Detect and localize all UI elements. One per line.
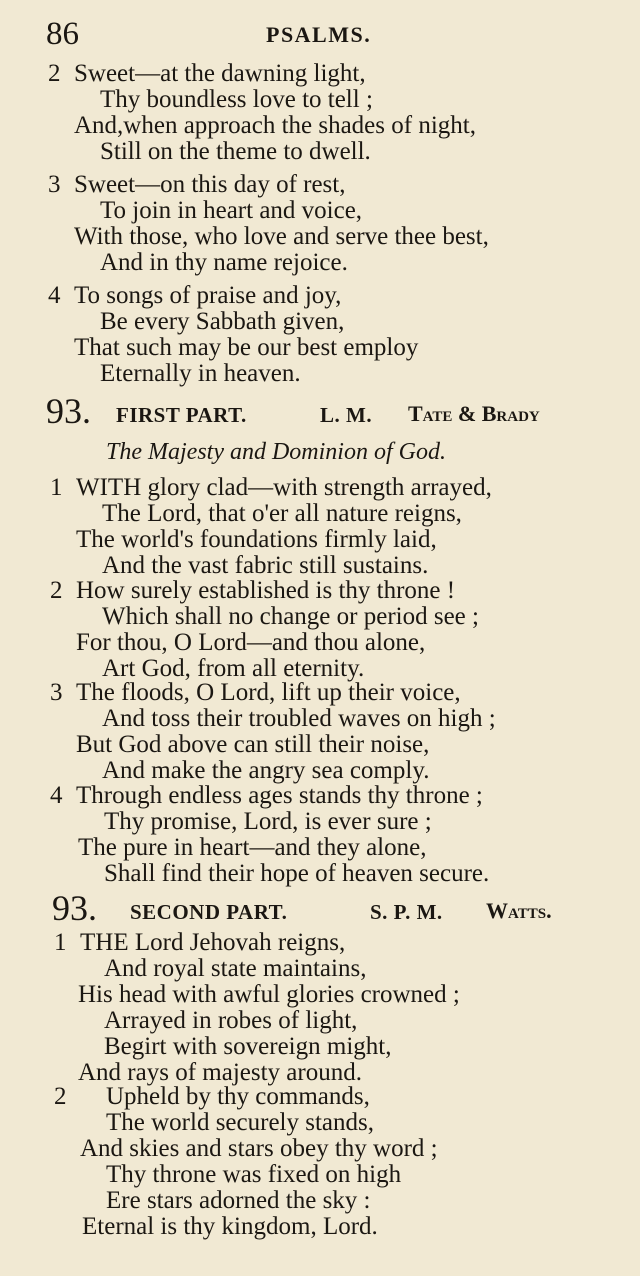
hymn-number: 93. [52, 888, 97, 928]
verse-line: Shall find their hope of heaven secure. [104, 860, 490, 887]
verse-number: 3 [50, 679, 63, 706]
verse-line: WITH glory clad—with strength arrayed, [76, 474, 492, 501]
verse-line: His head with awful glories crowned ; [78, 981, 460, 1008]
verse-line: Which shall no change or period see ; [102, 603, 479, 630]
verse-line: Ere stars adorned the sky : [106, 1187, 371, 1214]
verse-line: The world securely stands, [106, 1109, 374, 1136]
verse-line: How surely established is thy throne ! [76, 577, 456, 604]
verse-line: Sweet—on this day of rest, [74, 171, 346, 198]
hymn-author: Tate & Brady [408, 401, 540, 426]
verse-line: For thou, O Lord—and thou alone, [76, 629, 426, 656]
verse-number: 4 [48, 282, 61, 309]
verse-number: 2 [54, 1083, 67, 1110]
verse-line: But God above can still their noise, [76, 731, 430, 758]
hymn-meter: L. M. [320, 403, 373, 427]
verse-line: THE Lord Jehovah reigns, [80, 929, 346, 956]
verse-line: Thy boundless love to tell ; [100, 86, 373, 113]
verse-line: Thy promise, Lord, is ever sure ; [104, 808, 432, 835]
verse-line: The floods, O Lord, lift up their voice, [76, 679, 461, 706]
verse-line: And rays of majesty around. [78, 1059, 362, 1086]
hymn-part: FIRST PART. [116, 403, 247, 427]
hymn-title: The Majesty and Dominion of God. [106, 439, 446, 465]
verse-line: And,when approach the shades of night, [74, 112, 476, 139]
verse-line: That such may be our best employ [74, 334, 419, 361]
page-header [46, 14, 606, 54]
verse-line: To songs of praise and joy, [74, 282, 342, 309]
verse-line: The pure in heart—and they alone, [78, 834, 427, 861]
verse-line: Arrayed in robes of light, [104, 1007, 358, 1034]
hymn-meter: S. P. M. [370, 900, 443, 924]
verse-line: Be every Sabbath given, [100, 308, 345, 335]
verse-line: And toss their troubled waves on high ; [102, 705, 496, 732]
verse-number: 1 [50, 474, 63, 501]
verse-number: 3 [48, 171, 61, 198]
verse-line: The Lord, that o'er all nature reigns, [102, 500, 462, 527]
verse-line: Still on the theme to dwell. [100, 138, 371, 165]
verse-line: Begirt with sovereign might, [104, 1033, 392, 1060]
verse-line: Through endless ages stands thy throne ; [76, 782, 483, 809]
page-number: 86 [46, 16, 79, 52]
verse-line: Eternal is thy kingdom, Lord. [82, 1213, 378, 1240]
verse-line: And make the angry sea comply. [102, 757, 430, 784]
verse-line: To join in heart and voice, [100, 197, 363, 224]
verse-line: Thy throne was fixed on high [106, 1161, 402, 1188]
verse-line: Art God, from all eternity. [102, 655, 365, 682]
hymn-author: Watts. [486, 898, 552, 923]
verse-line: The world's foundations firmly laid, [76, 526, 437, 553]
verse-line: Eternally in heaven. [100, 360, 301, 387]
verse-line: With those, who love and serve thee best, [74, 223, 489, 250]
verse-line: And skies and stars obey thy word ; [80, 1135, 438, 1162]
hymn-part: SECOND PART. [130, 900, 288, 924]
verse-line: Upheld by thy commands, [106, 1083, 370, 1110]
verse-number: 1 [54, 929, 67, 956]
verse-number: 2 [50, 577, 63, 604]
verse-line: Sweet—at the dawning light, [74, 60, 366, 87]
verse-line: And the vast fabric still sustains. [102, 552, 429, 579]
verse-number: 4 [50, 782, 63, 809]
verse-number: 2 [48, 60, 61, 87]
hymn-number: 93. [46, 391, 91, 431]
verse-line: And royal state maintains, [104, 955, 367, 982]
running-title: PSALMS. [266, 22, 372, 47]
verse-line: And in thy name rejoice. [100, 249, 348, 276]
